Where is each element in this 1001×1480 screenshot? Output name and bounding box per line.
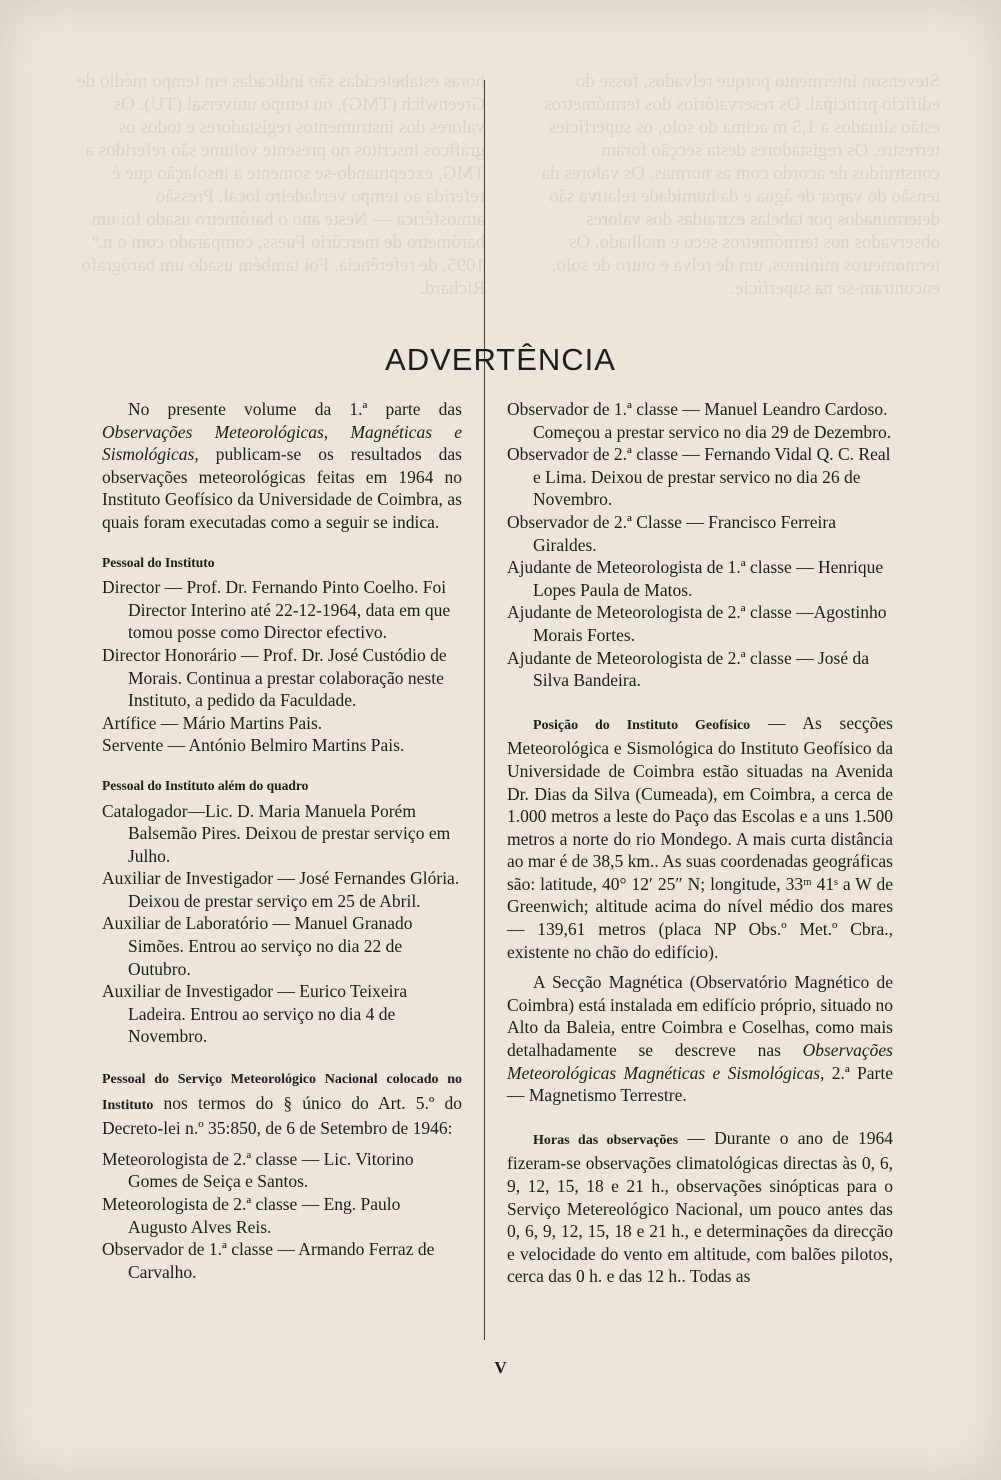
section-heading-horas: Horas das observações <box>533 1132 679 1148</box>
left-column <box>102 398 462 1283</box>
ghost-column-left: Stevenson intermento porque relvados, fosse do edifício principal. Os reservatórios dos termómetros estão situados a 1,5 m acima do solo, os superfícies terrestre. Os registadores desta secção foram construídos de acordo com as normas. Os valores da tensão do vapor de água e da humidade relativa são determinados por tabelas extraídas dos valores observados nos termómetros seco e molhado. Os termómetros mínimos, um de relva e outro de solo, encontram-se na superfície. <box>541 71 940 299</box>
magnetica-italic-title: Observações Meteorológicas Magnéticas e Sismológicas, <box>507 1040 893 1083</box>
smn-text: nos termos do § único do Art. 5.º do Decreto-lei n.º 35:850, de 6 de Setembro de 1946: <box>102 1092 462 1139</box>
intro-paragraph <box>102 398 462 534</box>
column-divider <box>484 80 485 1340</box>
list-item: Director Honorário — Prof. Dr. José Custódio de Morais. Continua a prestar colaboração neste Instituto, a pedido da Faculdade. <box>102 644 447 711</box>
list-item: Auxiliar de Laboratório — Manuel Granado Simões. Entrou ao serviço no dia 22 de Outubro. <box>102 913 413 979</box>
list-item: Director — Prof. Dr. Fernando Pinto Coelho. Foi Director Interino até 22-12-1964, data em que tomou posse como Director efectivo. <box>102 577 451 643</box>
list-item: Auxiliar de Investigador — Eurico Teixeira Ladeira. Entrou ao serviço no dia 4 de Novembro. <box>102 981 408 1047</box>
page-title: ADVERTÊNCIA <box>385 342 616 377</box>
magnetica-paragraph <box>507 971 893 1107</box>
section-heading-posicao: Posição do Instituto Geofísico <box>533 717 751 733</box>
list-item: Servente — António Belmiro Martins Pais. <box>102 735 405 756</box>
list-item: Observador de 2.ª classe — Fernando Vidal Q. C. Real e Lima. Deixou de prestar servico no dia 26 de Novembro. <box>507 444 891 510</box>
posicao-text: — As secções Meteorológica e Sismológica do Instituto Geofísico da Universidade de Coimbra estão situadas na Avenida Dr. Dias da Silva (Cumeada), em Coimbra, a cerca de 1.000 metros a leste do Paço das Escolas e a uns 1.500 metros a norte do rio Mondego. A mais curta distância ao mar é de 38,5 km.. As suas coordenadas geográficas são: latitude, 40° 12′ 25″ N; longitude, 33ᵐ 41ˢ a W de Greenwich; altitude acima do nível médio dos mares — 139,61 metros (placa NP Obs.º Met.º Cbra., existente no chão do edifício). <box>507 712 893 962</box>
section-heading-smn: Pessoal do Serviço Meteorológico Nacional colocado no Instituto <box>102 1072 462 1113</box>
list-item: Ajudante de Meteorologista de 1.ª classe — Henrique Lopes Paula de Matos. <box>507 557 884 600</box>
list-item: Observador de 1.ª classe — Manuel Leandro Cardoso. Começou a prestar servico no dia 29 de Dezembro. <box>507 399 892 442</box>
list-item: Meteorologista de 2.ª classe — Lic. Vitorino Gomes de Seiça e Santos. <box>102 1148 414 1192</box>
list-item: Ajudante de Meteorologista de 2.ª classe — José da Silva Bandeira. <box>507 647 870 691</box>
list-item: Meteorologista de 2.ª classe — Eng. Paulo Augusto Alves Reis. <box>102 1194 401 1237</box>
intro-text-2: publicam-se os resultados das observações meteorológicas feitas em 1964 no Instituto Geofísico da Universidade de Coimbra, as quais foram executadas como a seguir se indica. <box>102 444 462 532</box>
intro-italic-title: Observações Meteorológicas, Magnéticas e Sismológicas, <box>102 421 462 465</box>
right-column <box>507 398 893 1288</box>
section-heading-pessoal: Pessoal do Instituto <box>102 554 215 570</box>
magnetica-text-1: A Secção Magnética (Observatório Magnético de Coimbra) está instalada em edifício próprio, situado no Alto da Baleia, entre Coimbra e Coselhas, como mais detalhadamente se descreve nas <box>507 972 893 1061</box>
ghost-column-right: horas estabelecidas são indicadas em tempo médio de Greenwich (TMG), ou tempo universal (TU). Os valores dos instrumentos registadores e todos os gráficos inscritos no presente volume são referidos a TMG, exceptuando-se somente a insolação que é referida ao tempo verdadeiro local. Pressão atmosférica — Neste ano o barómetro usado foi um barómetro de mercúrio Fuess, comparado com o n.º 1095, de referência. Foi também usado um barógrafo Richard. <box>77 71 485 299</box>
list-item: Catalogador—Lic. D. Maria Manuela Porém Balsemão Pires. Deixou de prestar serviço em Julho. <box>102 800 451 866</box>
list-item: Auxiliar de Investigador — José Fernandes Glória. Deixou de prestar serviço em 25 de Abril. <box>102 868 460 911</box>
smn-paragraph <box>102 1066 462 1140</box>
list-item: Observador de 1.ª classe — Armando Ferraz de Carvalho. <box>102 1239 435 1282</box>
list-item: Artífice — Mário Martins Pais. <box>102 712 323 733</box>
list-item: Ajudante de Meteorologista de 2.ª classe —Agostinho Morais Fortes. <box>507 602 887 645</box>
page-number: V <box>494 1358 507 1377</box>
posicao-paragraph <box>507 712 893 964</box>
magnetica-text-2: 2.ª Parte — Magnetismo Terrestre. <box>507 1062 893 1106</box>
section-heading-alem-quadro: Pessoal do Instituto além do quadro <box>102 777 309 793</box>
list-item: Observador de 2.ª Classe — Francisco Ferreira Giraldes. <box>507 511 836 555</box>
intro-text-1: No presente volume da 1.ª parte das <box>128 399 462 419</box>
horas-paragraph <box>507 1127 893 1288</box>
horas-text: — Durante o ano de 1964 fizeram-se observações climatológicas directas às 0, 6, 9, 12, 15, 18 e 21 h., observações sinópticas para o Serviço Metereológico Nacional, um pouco antes das 0, 6, 9, 12, 15, 18 e 21 h., e determinações da direcção e velocidade do vento em altitude, com balões pilotos, cerca das 0 h. e das 12 h.. Todas as <box>507 1127 893 1287</box>
